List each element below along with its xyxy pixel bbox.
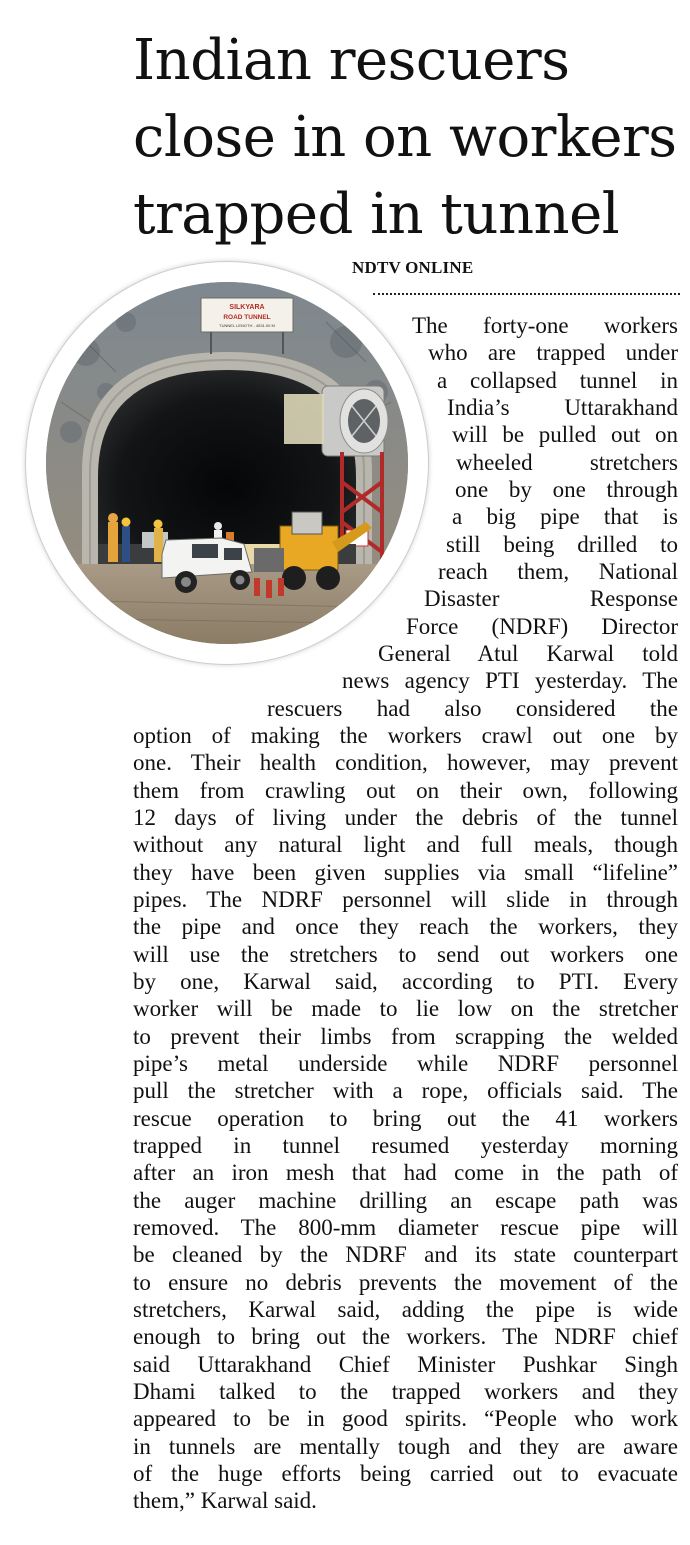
body-line: of the huge efforts being carried out to evacuate	[133, 1461, 678, 1486]
body-line: they have been given supplies via small “lifeline”	[133, 860, 678, 885]
body-line: be cleaned by the NDRF and its state counterpart	[133, 1242, 678, 1267]
headline	[133, 22, 688, 253]
body-line: appeared to be in good spirits. “People who work	[133, 1406, 678, 1431]
body-line: said Uttarakhand Chief Minister Pushkar Singh	[133, 1352, 678, 1377]
body-line: wheeled stretchers	[456, 450, 678, 475]
body-line: worker will be made to lie low on the stretcher	[133, 996, 678, 1021]
body-line: them from crawling out on their own, following	[133, 778, 678, 803]
tunnel-photo-illustration	[46, 282, 408, 644]
body-line: to prevent their limbs from scrapping the welded	[133, 1024, 678, 1049]
photo-frame	[26, 262, 428, 664]
body-line: Force (NDRF) Director	[406, 614, 678, 639]
body-line: enough to bring out the workers. The NDRF chief	[133, 1324, 678, 1349]
body-line: option of making the workers crawl out one by	[133, 723, 678, 748]
sign-line-2: ROAD TUNNEL	[223, 314, 271, 321]
body-line: pipe’s metal underside while NDRF personnel	[133, 1051, 678, 1076]
body-line: one by one through	[455, 477, 678, 502]
body-line: the pipe and once they reach the workers, they	[133, 914, 678, 939]
body-line: them,” Karwal said.	[133, 1488, 317, 1513]
body-line: rescuers had also considered the	[267, 696, 678, 721]
body-line: removed. The 800-mm diameter rescue pipe will	[133, 1215, 678, 1240]
body-line: without any natural light and full meals, though	[133, 832, 678, 857]
body-line: one. Their health condition, however, may prevent	[133, 750, 678, 775]
body-line: by one, Karwal said, according to PTI. Every	[133, 969, 678, 994]
body-line: Dhami talked to the trapped workers and they	[133, 1379, 678, 1404]
body-line: in tunnels are mentally tough and they are aware	[133, 1434, 678, 1459]
body-line: will use the stretchers to send out workers one	[133, 942, 678, 967]
body-line: to ensure no debris prevents the movement of the	[133, 1270, 678, 1295]
body-line: a collapsed tunnel in	[437, 368, 678, 393]
body-line: still being drilled to	[446, 532, 678, 557]
body-line: stretchers, Karwal said, adding the pipe is wide	[133, 1297, 678, 1322]
body-line: Disaster Response	[424, 586, 678, 611]
body-line: reach them, National	[438, 559, 678, 584]
body-line: The forty-one workers	[412, 313, 678, 338]
body-line: India’s Uttarakhand	[447, 395, 678, 420]
body-line: after an iron mesh that had come in the path of	[133, 1160, 678, 1185]
body-line: who are trapped under	[428, 340, 678, 365]
body-line: news agency PTI yesterday. The	[342, 668, 678, 693]
tunnel-photo	[46, 282, 408, 644]
body-line: will be pulled out on	[452, 422, 678, 447]
headline-line: trapped in tunnel	[133, 182, 620, 247]
body-line: the auger machine drilling an escape path was	[133, 1188, 678, 1213]
byline: NDTV ONLINE	[352, 258, 474, 277]
body-line: General Atul Karwal told	[378, 641, 678, 666]
body-line: 12 days of living under the debris of the tunnel	[133, 805, 678, 830]
body-line: rescue operation to bring out the 41 workers	[133, 1106, 678, 1131]
sign-line-1: SILKYARA	[229, 304, 265, 311]
body-line: pull the stretcher with a rope, officials said. The	[133, 1078, 678, 1103]
body-line: a big pipe that is	[452, 504, 678, 529]
byline-divider	[373, 293, 680, 295]
sign-line-3: TUNNEL LENGTH - 4531.00 M	[219, 323, 275, 328]
body-line: trapped in tunnel resumed yesterday morning	[133, 1133, 678, 1158]
headline-line: Indian rescuers	[133, 28, 570, 93]
body-line: pipes. The NDRF personnel will slide in through	[133, 887, 678, 912]
headline-line: close in on workers	[133, 105, 677, 170]
